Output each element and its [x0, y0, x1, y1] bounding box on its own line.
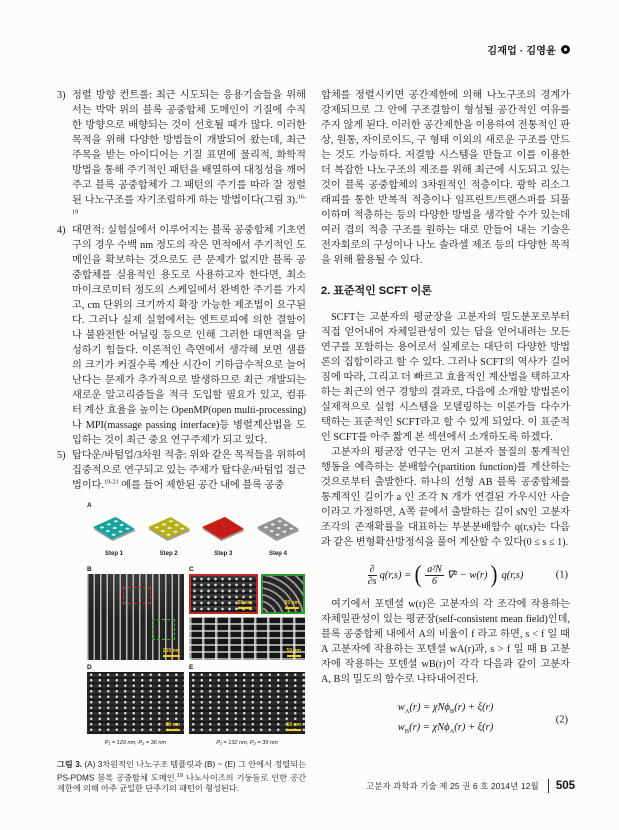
template-slab-red	[202, 517, 244, 539]
citation-ref: 19	[176, 772, 184, 779]
step-label: Step 1	[104, 551, 123, 557]
figure-caption: 그림 3. (A) 3차원적인 나노구조 템플릿과 (B) ~ (E) 그 안에서 정렬되는 PS-PDMS 블록 공중합체 도메인.$^{19}$ 나노사이즈의 기둥들로 인한 공간제한에 의해 아주 균일한 단주기의 패턴이 형성된다.	[57, 760, 307, 794]
list-item-text: 정렬 방향 컨트롤: 최근 시도되는 응용기술들을 위해서는 박막 위의 블록 공중합체 도메인이 기질에 수직한 방향으로 배향되는 것이 선호될 때가 많다. 이러한 목적을 위해 다양한 방법들이 개발되어 왔는데, 최근 주목을 받는 아이디어는 기질 표면에 물리적, 화학적 방법을 통해 주기적인 패턴을 배열하여 대칭성을 깨어주고 블록 공중합체가 그 패턴의 주기를 따라 잘 정렬된 나노구조를 자기조립하게 하는 방법이다(그림 3).	[72, 90, 306, 206]
equation-2-line-2: $w_B(r) = \chi N\phi_A(r) + \xi(r)$	[397, 722, 494, 736]
panel-label-d: D	[87, 664, 92, 671]
scale-bar: 50 nm	[166, 722, 180, 731]
template-step-4	[253, 510, 303, 562]
right-column	[321, 88, 570, 750]
paragraph: 여기에서 포텐셜 w(r)은 고분자의 각 조각에 작용하는 자체일관성이 있는 평균장(self-consistent mean field)인데, 블록 공중합체 내에서 A의 비율이 f 라고 하면, s < f 일 때 A 고분자에 작용하는 포텐셜 wA(r)과, s > f 일 때 B 고분자에 작용하는 포텐셜 wB(r)이 각각 다음과 같이 고분자 A, B의 밀도의 함수로 나타내어진다.	[321, 599, 570, 685]
derivative-fraction: $\frac{\partial}{\partial s}$	[367, 563, 377, 587]
scale-bar: 200 nm	[163, 648, 180, 657]
figure-panel-d	[87, 664, 184, 751]
equation-2	[321, 700, 570, 740]
equation-number: (2)	[555, 714, 568, 726]
sem-image-lines	[87, 574, 184, 660]
template-slab-teal	[93, 517, 135, 539]
list-item-4	[57, 223, 306, 448]
figure-3	[87, 502, 305, 751]
scale-bar: 50 nm	[285, 600, 299, 609]
period-values: P₁ = 129 nm, P₂ = 36 nm	[104, 740, 167, 746]
page-header	[487, 42, 570, 57]
figure-panel-b	[87, 566, 184, 660]
panel-label-b: B	[87, 566, 92, 573]
step-label: Step 2	[159, 551, 178, 557]
highlight-box-green	[152, 619, 175, 640]
sem-image-dot-array-e	[189, 672, 305, 734]
page-footer	[366, 779, 575, 793]
sem-image-mesh-red-border	[189, 574, 258, 614]
right-paren: )	[491, 562, 498, 588]
period-values: P₁ = 132 nm, P₂ = 39 nm	[216, 740, 278, 746]
equation-number: (1)	[555, 569, 568, 581]
figure-caption-number: 그림 3.	[57, 760, 83, 769]
scale-bar: 50 nm	[238, 600, 252, 609]
section-heading: 2. 표준적인 SCFT 이론	[321, 285, 432, 297]
corresponding-author-icon	[561, 45, 570, 54]
journal-info: 고분자 과학과 기술 제 25 권 6 호 2014년 12월	[366, 781, 539, 791]
equation-2-line-1: $w_A(r) = \chi N\phi_B(r) + \xi(r)$	[397, 702, 494, 716]
list-item-text: 예를 들어 제한된 공간 내에 블록 공중	[118, 480, 285, 491]
paragraph: 고분자의 평균장 연구는 먼저 고분자 물질의 통계적인 행동을 예측하는 분배함수(partition function)를 계산하는 것으로부터 출발한다. 하나의 선형 AB 블록 공중합체를 통계적인 길이가 a 인 조각 N 개가 연결된 가우시안 사슬이라고 가정하면, A쪽 끝에서 출발하는 길이 sN인 고분자 조각의 존재확률을 대표하는 부분분배함수 q(r,s)는 다음과 같은 변형확산방정식을 풀어 계산할 수 있다(0 ≤ s ≤ 1).	[321, 447, 570, 548]
highlight-box-red	[123, 587, 151, 604]
citation-ref: 19-21	[104, 478, 119, 486]
sem-image-weave-tilted	[189, 617, 305, 660]
left-paren: (	[414, 562, 422, 588]
step-label: Step 4	[268, 551, 287, 557]
paragraph: 합체를 정렬시키면 공간제한에 의해 나노구조의 경계가 강제되므로 그 안에 구조결함이 형성될 공간적인 여유를 주지 않게 된다. 이러한 공간제한을 이용하여 전통적인 판상, 원통, 자이로이드, 구 형태 이외의 새로운 구조를 만드는 것도 가능하다. 저결함 시스템을 만들고 이를 이용한 더 복잡한 나노구조의 제조를 위해 최근에 시도되고 있는 것이 블록 공중합체의 3차원적인 적층이다. 광학 리소그래피를 통한 반복적 적층이나 임프린트/트랜스퍼를 되풀이하며 적층하는 등의 다양한 방법을 생각할 수가 있는데 여러 겹의 적층 구조를 원하는 대로 만들어 내는 기술은 전자회로의 구성이나 나노 솔라셀 제조 등의 다양한 목적을 위해 활용될 수 있다.	[321, 90, 570, 266]
list-item-3	[57, 88, 306, 223]
citation-ref: 16-19	[72, 193, 306, 216]
template-slab-gray	[257, 517, 299, 539]
list-marker: 4)	[57, 225, 66, 236]
figure-panel-c	[189, 566, 305, 660]
template-step-3	[198, 510, 248, 562]
equation-1: $\frac{\partial}{\partial s}$ q(r,s) = ( $\frac{\text{a²N}}{6}$ ∇² − w(r) ) q(r,s) (1)	[367, 562, 568, 588]
footer-divider	[548, 779, 549, 793]
scale-bar: 50 nm	[287, 722, 301, 731]
paragraph: SCFT는 고분자의 평균장을 고분자의 밀도분포로부터 직접 얻어내어 자체일관성이 있는 답을 얻어내려는 모든 연구를 포함하는 용어로서 실제로는 대단히 다양한 방법론의 집합이라고 할 수 있다. 그러나 SCFT의 역사가 길어짐에 따라, 그리고 더 빠르고 효율적인 계산법을 택하고자 하는 최근의 연구 경향의 결과로, 다음에 소개할 방법론이 실제적으로 실험 시스템을 모델링하는 이론가들 다수가 택하는 표준적인 SCFT라고 할 수 있게 되었다. 이 표준적인 SCFT를 아주 짧게 본 섹션에서 소개하도록 하겠다.	[321, 312, 570, 443]
list-marker: 3)	[57, 90, 66, 101]
panel-label-c: C	[189, 566, 194, 573]
authors: 김재업 · 김영윤	[487, 46, 556, 57]
scale-bar: 50 nm	[287, 648, 301, 657]
list-item-5	[57, 448, 306, 493]
panel-label-e: E	[189, 664, 194, 671]
template-step-2	[144, 510, 194, 562]
template-slab-yellow	[148, 517, 190, 539]
step-label: Step 3	[214, 551, 233, 557]
sem-image-arcs-green-border	[261, 574, 305, 614]
left-column	[57, 88, 306, 795]
list-item-text: 탑다운/바텀업/3차원 적층: 위와 같은 목적들을 위하여 집중적으로 연구되고 있는 주제가 탑다운/바텀업 접근법이다.	[72, 450, 306, 491]
list-marker: 5)	[57, 450, 66, 461]
page-number: 505	[555, 780, 575, 792]
template-step-1	[89, 510, 139, 562]
list-item-text: 대면적: 실험실에서 이루어지는 블록 공중합체 기초연구의 경우 수백 nm 정도의 작은 면적에서 주기적인 도메인을 확보하는 것으로도 큰 문제가 없지만 블록 공중합체를 실용적인 용도로 사용하고자 한다면, 최소 마이크로미터 정도의 스케일에서 완벽한 주기를 가지고, cm 단위의 크기까지 확장 가능한 제조법이 요구된다. 그러나 실제 실험에서는 엔트로피에 의한 결함이나 불완전한 어닐링 등으로 인해 그러한 대면적을 달성하기 힘들다. 이론적인 측면에서 생각해 보면 샘플의 크기가 커질수록 계산 시간이 기하급수적으로 늘어난다는 문제가 추가적으로 발생하므로 최근 개발되는 새로운 알고리즘들을 적극 도입할 필요가 있고, 컴퓨터 계산 효율을 높이는 OpenMP(open multi-processing)나 MPI(massage passing interface)등 병렬계산법을 도입하는 것이 최근 중요 연구주제가 되고 있다.	[72, 225, 306, 446]
sem-image-dot-array-d	[87, 672, 184, 734]
coefficient-fraction: $\frac{\text{a²N}}{6}$	[427, 563, 442, 587]
figure-panel-e	[189, 664, 305, 751]
panel-label-a: A	[87, 502, 92, 509]
figure-panel-a	[87, 510, 305, 562]
